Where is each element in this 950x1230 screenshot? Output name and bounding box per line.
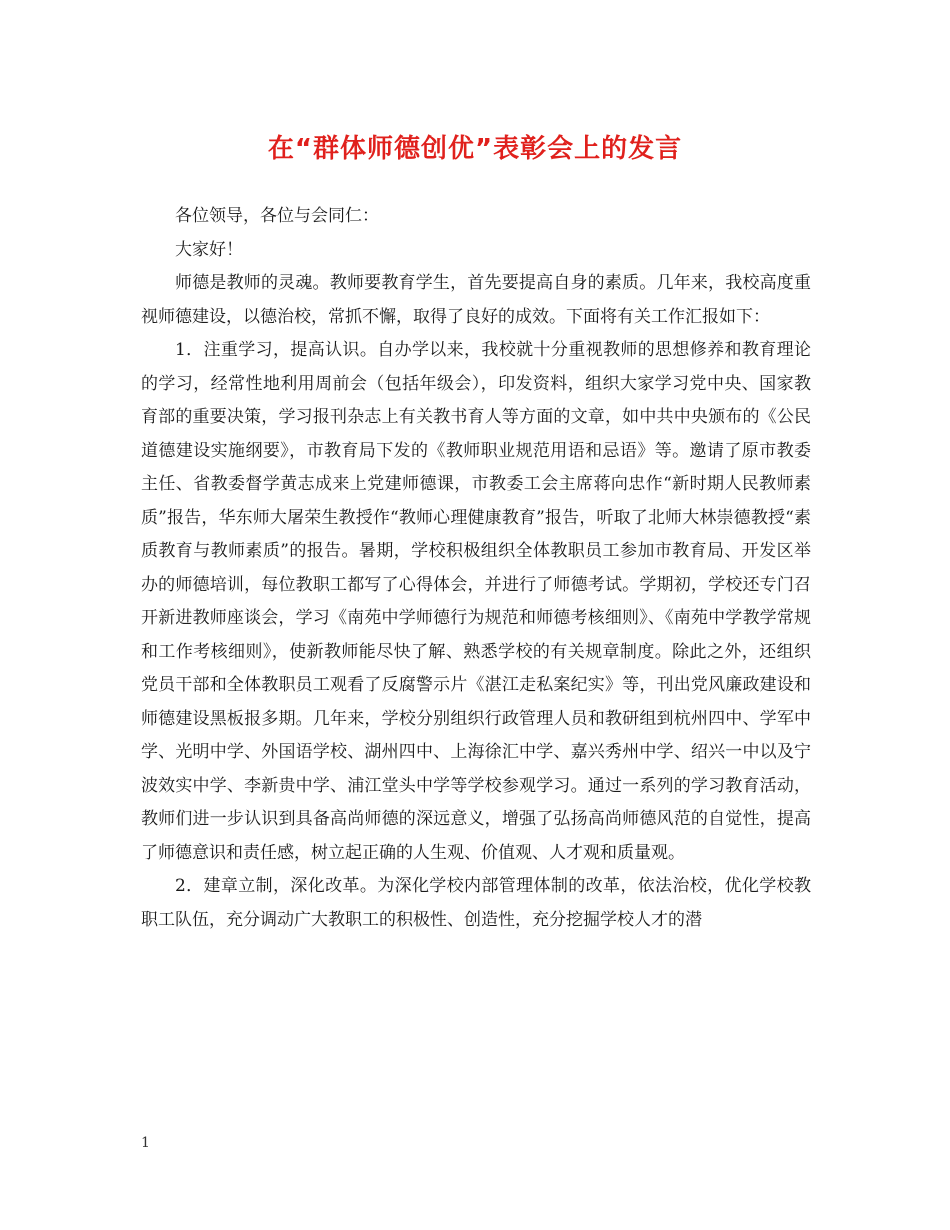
document-title: 在“群体师德创优”表彰会上的发言 (267, 134, 683, 164)
section-1-paragraph: 1．注重学习，提高认识。自办学以来，我校就十分重视教师的思想修养和教育理论的学习，经常性地利用周前会（包括年级会），印发资料，组织大家学习党中央、国家教育部的重要决策，学习报刊杂志上有关教书育人等方面的文章，如中共中央颁布的《公民道德建设实施纲要》，市教育局下发的《教师职业规范用语和忌语》等。邀请了原市教委主任、省教委督学黄志成来上党建师德课，市教委工会主席蒋向忠作“新时期人民教师素质”报告，华东师大屠荣生教授作“教师心理健康教育”报告，听取了北师大林崇德教授“素质教育与教师素质”的报告。暑期，学校积极组织全体教职员工参加市教育局、开发区举办的师德培训，每位教职工都写了心得体会，并进行了师德考试。学期初，学校还专门召开新进教师座谈会，学习《南苑中学师德行为规范和师德考核细则》、《南苑中学教学常规和工作考核细则》，使新教师能尽快了解、熟悉学校的有关规章制度。除此之外，还组织党员干部和全体教职员工观看了反腐警示片《湛江走私案纪实》等，刊出党风廉政建设和师德建设黑板报多期。几年来，学校分别组织行政管理人员和教研组到杭州四中、学军中学、光明中学、外国语学校、湖州四中、上海徐汇中学、嘉兴秀州中学、绍兴一中以及宁波效实中学、李新贵中学、浦江堂头中学等学校参观学习。通过一系列的学习教育活动，教师们进一步认识到具备高尚师德的深远意义，增强了弘扬高尚师德风范的自觉性，提高了师德意识和责任感，树立起正确的人生观、价值观、人才观和质量观。 (141, 340, 811, 863)
section-2-paragraph: 2．建章立制，深化改革。为深化学校内部管理体制的改革，依法治校，优化学校教职工队伍，充分调动广大教职工的积极性、创造性，充分挖掘学校人才的潜 (141, 876, 811, 930)
intro-paragraph: 师德是教师的灵魂。教师要教育学生，首先要提高自身的素质。几年来，我校高度重视师德建设，以德治校，常抓不懈，取得了良好的成效。下面将有关工作汇报如下： (141, 273, 811, 327)
greeting: 大家好！ (175, 239, 243, 260)
salutation: 各位领导，各位与会同仁： (175, 206, 379, 226)
page-number: 1 (141, 1135, 150, 1151)
document-body (141, 200, 811, 937)
